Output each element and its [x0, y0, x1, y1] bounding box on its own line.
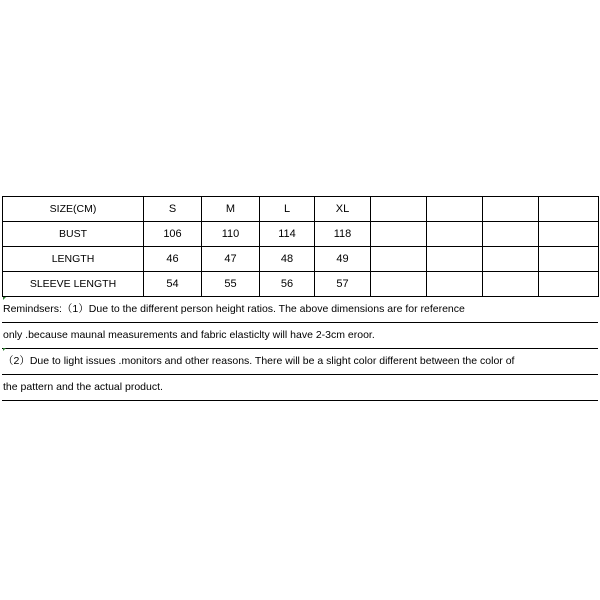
row-label-length: LENGTH	[3, 247, 144, 272]
table-cell: 55	[202, 272, 260, 297]
table-row-bust	[3, 222, 599, 247]
header-cell-size: SIZE(CM)	[3, 197, 144, 222]
table-cell: 110	[202, 222, 260, 247]
table-cell: 114	[260, 222, 315, 247]
table-cell	[371, 247, 427, 272]
row-label-sleeve-length: SLEEVE LENGTH	[3, 272, 144, 297]
table-cell	[539, 222, 599, 247]
table-cell: 118	[315, 222, 371, 247]
table-cell: 57	[315, 272, 371, 297]
table-cell	[371, 222, 427, 247]
header-cell-xl: XL	[315, 197, 371, 222]
table-cell: 56	[260, 272, 315, 297]
table-cell: 47	[202, 247, 260, 272]
table-cell	[483, 247, 539, 272]
table-cell: 54	[144, 272, 202, 297]
header-cell-s: S	[144, 197, 202, 222]
note-line: Remindsers:（1）Due to the different person height ratios. The above dimensions are for reference	[2, 297, 598, 323]
size-table	[2, 196, 599, 297]
header-cell-empty	[427, 197, 483, 222]
header-cell-empty	[371, 197, 427, 222]
table-cell: 49	[315, 247, 371, 272]
table-cell	[539, 272, 599, 297]
table-cell	[539, 247, 599, 272]
header-cell-l: L	[260, 197, 315, 222]
cell-corner-mark	[3, 297, 6, 300]
header-cell-empty	[539, 197, 599, 222]
cell-corner-mark	[3, 348, 6, 351]
row-label-bust: BUST	[3, 222, 144, 247]
header-row	[3, 197, 599, 222]
table-cell	[483, 222, 539, 247]
table-cell	[427, 247, 483, 272]
header-cell-m: M	[202, 197, 260, 222]
table-row-length	[3, 247, 599, 272]
table-cell: 46	[144, 247, 202, 272]
table-cell	[427, 272, 483, 297]
table-cell: 106	[144, 222, 202, 247]
table-cell	[483, 272, 539, 297]
table-cell	[427, 222, 483, 247]
note-line: only .because maunal measurements and fabric elasticlty will have 2-3cm eroor.	[2, 323, 598, 349]
table-cell: 48	[260, 247, 315, 272]
note-line: （2）Due to light issues .monitors and other reasons. There will be a slight color different between the color of	[2, 349, 598, 375]
size-chart	[2, 196, 598, 401]
reminder-notes	[2, 297, 598, 401]
table-row-sleeve-length	[3, 272, 599, 297]
header-cell-empty	[483, 197, 539, 222]
note-line: the pattern and the actual product.	[2, 375, 598, 401]
table-cell	[371, 272, 427, 297]
